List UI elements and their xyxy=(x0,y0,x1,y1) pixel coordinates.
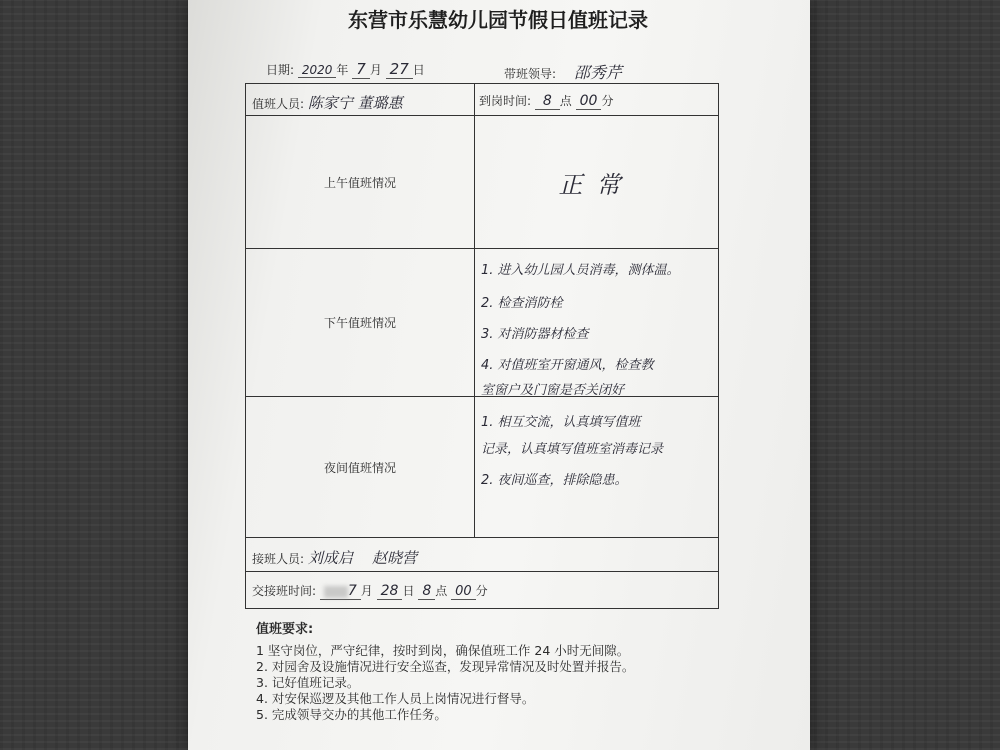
handover-time-row xyxy=(246,572,718,608)
afternoon-label: 下午值班情况 xyxy=(323,316,396,330)
afternoon-item: 3. 对消防器材检查 xyxy=(481,327,589,342)
staff-row xyxy=(246,84,718,116)
afternoon-item: 4. 对值班室开窗通风，检查教 xyxy=(481,358,654,373)
night-row xyxy=(246,397,718,538)
arrival-label: 到岗时间: xyxy=(479,94,532,108)
duty-form-table xyxy=(245,83,719,609)
year-unit: 年 xyxy=(336,63,349,77)
handover-minute: 00 xyxy=(451,584,476,600)
leader-name: 邵秀芹 xyxy=(560,60,636,84)
handover-month-unit: 月 xyxy=(360,584,373,598)
date-year: 2020 xyxy=(298,63,337,78)
handover-cell xyxy=(246,538,718,571)
date-line xyxy=(266,60,425,79)
arrival-hour-unit: 点 xyxy=(559,94,572,108)
morning-content: 正常 xyxy=(558,170,635,199)
date-month: 7 xyxy=(352,60,370,79)
staff-cell xyxy=(246,84,474,115)
staff-label: 值班人员: xyxy=(252,97,305,111)
handover-names: 刘成启 赵晓营 xyxy=(307,549,417,567)
arrival-cell xyxy=(474,84,718,115)
staff-names: 陈家宁 董璐惠 xyxy=(307,94,403,112)
requirement-item: 3. 记好值班记录。 xyxy=(256,675,360,690)
day-unit: 日 xyxy=(412,63,425,77)
night-item: 2. 夜间巡查，排除隐患。 xyxy=(481,473,628,488)
requirement-item: 5. 完成领导交办的其他工作任务。 xyxy=(256,707,447,722)
afternoon-item: 室窗户及门窗是否关闭好 xyxy=(481,383,625,398)
handover-hour: 8 xyxy=(418,583,435,600)
afternoon-row xyxy=(246,249,718,397)
handover-month: 7 xyxy=(347,583,357,599)
handover-day: 28 xyxy=(377,583,403,600)
requirement-item: 1 坚守岗位，严守纪律，按时到岗，确保值班工作 24 小时无间隙。 xyxy=(256,643,630,658)
morning-row xyxy=(246,116,718,249)
handover-month-field xyxy=(320,583,361,600)
afternoon-item: 1. 进入幼儿园人员消毒，测体温。 xyxy=(481,263,680,278)
night-cell xyxy=(474,397,718,537)
night-label: 夜间值班情况 xyxy=(323,460,396,475)
afternoon-item: 2. 检查消防栓 xyxy=(481,296,563,311)
date-label: 日期: xyxy=(266,63,295,77)
handover-hour-unit: 点 xyxy=(435,584,448,598)
morning-label: 上午值班情况 xyxy=(323,175,396,190)
handover-time-label: 交接班时间: xyxy=(252,584,317,598)
redaction-blur xyxy=(324,586,348,598)
requirement-item: 2. 对园舍及设施情况进行安全巡查，发现异常情况及时处置并报告。 xyxy=(256,659,635,674)
night-item: 记录，认真填写值班室消毒记录 xyxy=(481,442,664,457)
handover-day-unit: 日 xyxy=(402,584,415,598)
leader-line xyxy=(504,60,636,84)
handover-label: 接班人员: xyxy=(252,552,305,566)
arrival-minute: 00 xyxy=(576,93,602,110)
leader-label: 带班领导: xyxy=(504,67,557,81)
morning-cell xyxy=(474,116,718,248)
handover-time-cell xyxy=(246,572,718,608)
document-title: 东营市乐慧幼儿园节假日值班记录 xyxy=(348,8,648,32)
duty-record-sheet xyxy=(188,0,810,750)
date-day: 27 xyxy=(386,60,413,79)
requirement-item: 4. 对安保巡逻及其他工作人员上岗情况进行督导。 xyxy=(256,691,535,706)
month-unit: 月 xyxy=(369,63,382,77)
handover-minute-unit: 分 xyxy=(475,584,488,598)
arrival-hour: 8 xyxy=(535,93,560,110)
handover-row xyxy=(246,538,718,572)
requirements-title: 值班要求: xyxy=(256,622,314,637)
requirements-list xyxy=(256,643,634,723)
night-item: 1. 相互交流，认真填写值班 xyxy=(481,415,641,430)
arrival-minute-unit: 分 xyxy=(601,94,614,108)
afternoon-cell xyxy=(474,249,718,396)
